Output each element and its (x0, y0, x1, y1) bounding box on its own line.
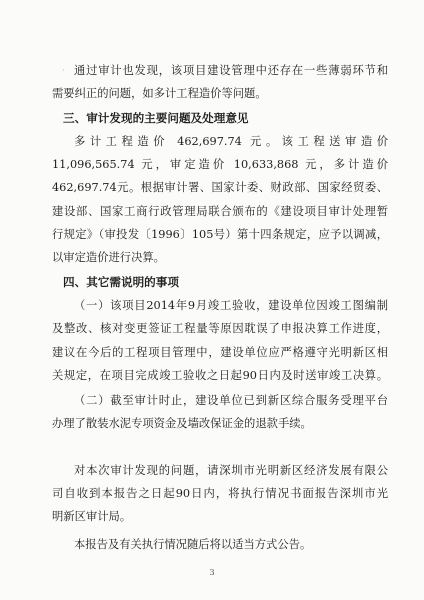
paragraph-line: 以审定造价进行决算。 (52, 251, 165, 264)
paragraph-line: 及整改、核对变更签证工程量等原因耽误了申报决算工作进度， (52, 322, 388, 335)
paragraph-line: 需要纠正的问题，如多计工程造价等问题。 (52, 87, 267, 100)
paragraph-line: 行规定》（审投发〔1996〕105号）第十四条规定，应予以调减， (52, 228, 388, 241)
paragraph-line: 通过审计也发现，该项目建设管理中还存在一些薄弱环节和 (74, 64, 388, 77)
scan-mark: · (62, 66, 65, 75)
paragraph-line: 462,697.74元。根据审计署、国家计委、财政部、国家经贸委、 (52, 181, 388, 194)
paragraph-line: （一）该项目2014年9月竣工验收，建设单位因竣工图编制 (74, 299, 388, 312)
paragraph-line: 办理了散装水泥专项资金及墙改保证金的退款手续。 (52, 417, 312, 430)
page-number: 3 (209, 568, 215, 577)
section-heading: 四、其它需说明的事项 (63, 275, 179, 289)
paragraph-line: 建议在今后的工程项目管理中，建设单位应严格遵守光明新区相 (52, 346, 388, 359)
paragraph-line: 对本次审计发现的问题，请深圳市光明新区经济发展有限公 (74, 464, 388, 477)
paragraph-line: 11,096,565.74 元，审定造价 10,633,868 元，多计造价 (52, 158, 388, 171)
paragraph-line: 本报告及有关执行情况随后将以适当方式公告。 (74, 538, 312, 551)
paragraph-line: 多计工程造价 462,697.74 元。该工程送审造价 (74, 135, 388, 148)
section-heading: 三、审计发现的主要问题及处理意见 (63, 111, 249, 125)
paragraph-line: 关规定，在项目完成竣工验收之日起90日内及时送审竣工决算。 (52, 369, 388, 382)
paragraph-line: 司自收到本报告之日起90日内，将执行情况书面报告深圳市光 (52, 487, 388, 500)
paragraph-line: （二）截至审计时止，建设单位已到新区综合服务受理平台 (74, 394, 388, 407)
paragraph-line: 建设部、国家工商行政管理局联合颁布的《建设项目审计处理暂 (52, 205, 388, 218)
paragraph-line: 明新区审计局。 (52, 510, 132, 523)
